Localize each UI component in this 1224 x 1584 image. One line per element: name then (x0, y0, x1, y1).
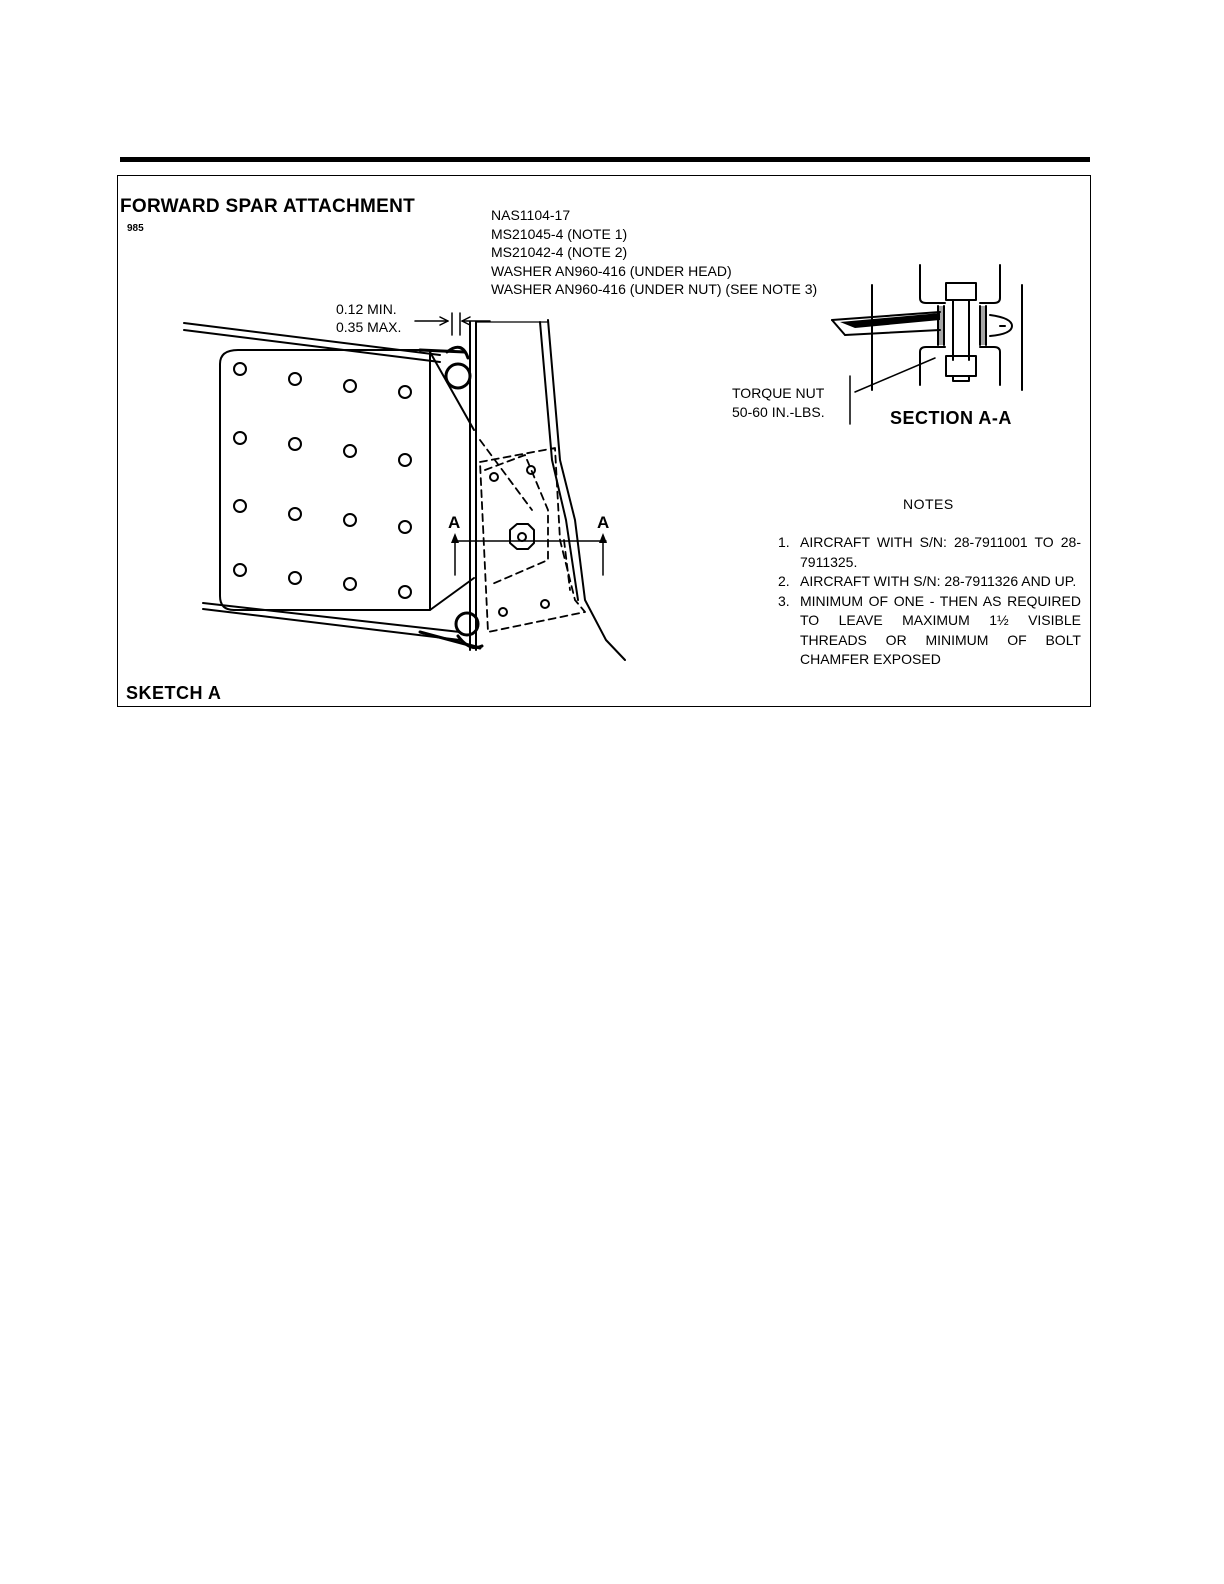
sketch-caption: SKETCH A (126, 683, 222, 703)
note-text: MINIMUM OF ONE - THEN AS REQUIRED TO LEAVE MAXIMUM 1½ VISIBLE THREADS OR MINIMUM OF BOLT CHAMFER EXPOSED (800, 592, 1081, 667)
part-callout: WASHER AN960-416 (UNDER HEAD) (491, 262, 732, 279)
note-number: 3. (778, 592, 790, 609)
gap-min: 0.12 MIN. (336, 301, 397, 317)
note-number: 2. (778, 573, 790, 589)
torque-line2: 50-60 IN.-LBS. (732, 404, 825, 420)
gap-max: 0.35 MAX. (336, 319, 402, 335)
note-text: AIRCRAFT WITH S/N: 28-7911001 TO 28-7911325. (800, 534, 1081, 570)
section-mark-left: A (448, 513, 461, 532)
notes-title: NOTES (903, 496, 954, 512)
note-text: AIRCRAFT WITH S/N: 28-7911326 AND UP. (800, 573, 1077, 589)
part-callout: MS21045-4 (NOTE 1) (491, 225, 628, 242)
note-number: 1. (778, 534, 790, 550)
section-mark-right: A (597, 513, 610, 532)
figure-number: 985 (127, 223, 144, 234)
part-callout: MS21042-4 (NOTE 2) (491, 244, 628, 260)
torque-line1: TORQUE NUT (732, 385, 825, 401)
section-label: SECTION A-A (890, 408, 1012, 428)
part-callout: NAS1104-17 (491, 207, 571, 223)
part-callout: WASHER AN960-416 (UNDER NUT) (SEE NOTE 3) (491, 281, 818, 297)
figure-title: FORWARD SPAR ATTACHMENT (120, 196, 416, 217)
